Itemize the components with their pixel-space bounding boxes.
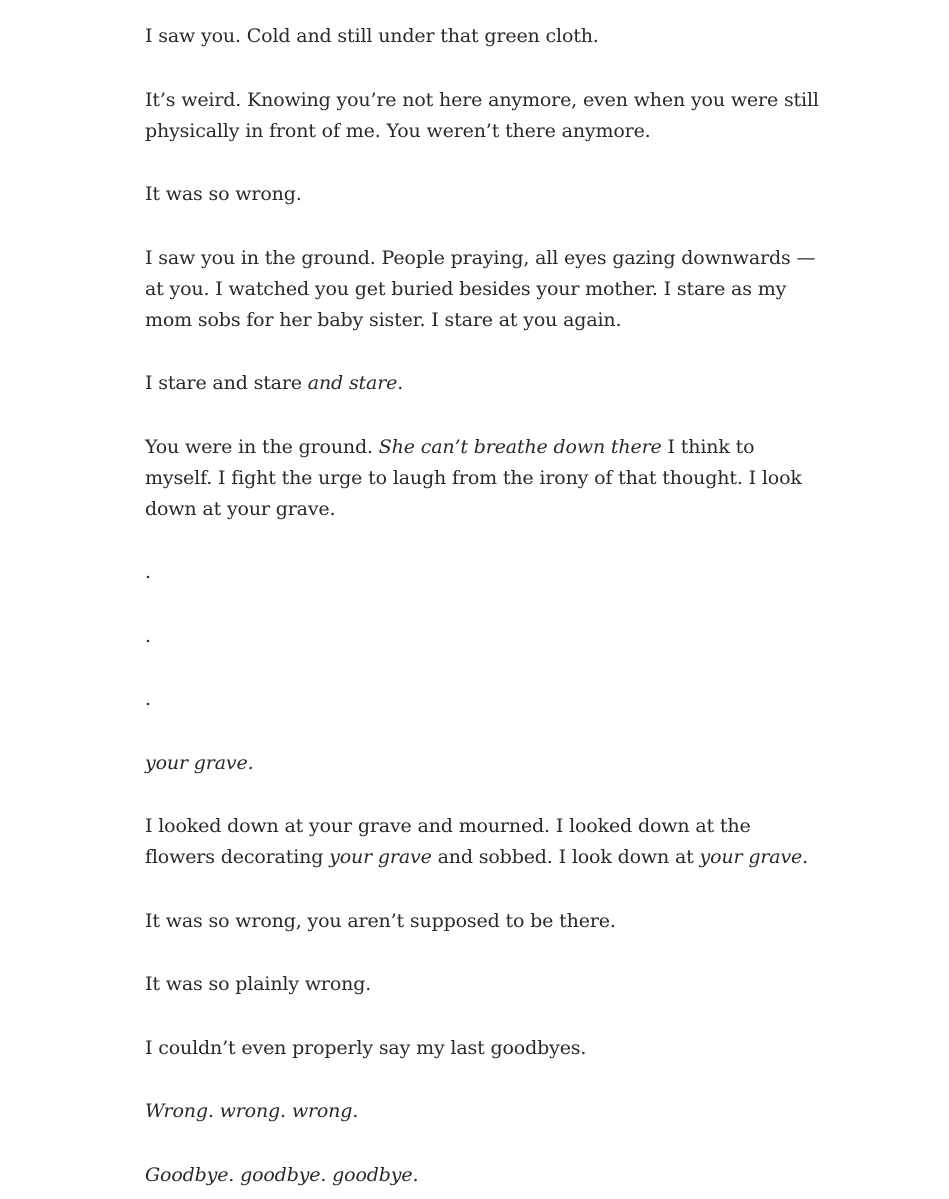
article-body xyxy=(145,21,820,1191)
dot-text: . xyxy=(145,688,151,710)
paragraph-12 xyxy=(145,906,820,937)
paragraph-text: You were in the ground. xyxy=(145,435,379,458)
paragraph-text: I think to myself. I fight the urge to laugh from the irony of that thought. I look down at your grave. xyxy=(145,435,802,520)
paragraph-text: . xyxy=(397,372,404,394)
paragraph-text: I couldn’t even properly say my last goodbyes. xyxy=(145,1036,587,1059)
ellipsis-dot-2 xyxy=(145,621,820,652)
paragraph-text: It was so wrong, you aren’t supposed to be there. xyxy=(145,909,616,932)
paragraph-11 xyxy=(145,811,820,873)
paragraph-your-grave xyxy=(145,748,820,779)
italic-phrase: Goodbye. goodbye. goodbye. xyxy=(145,1163,419,1186)
paragraph-6 xyxy=(145,432,820,525)
ellipsis-dot-3 xyxy=(145,684,820,715)
italic-phrase: and stare xyxy=(307,372,398,394)
italic-phrase: your grave. xyxy=(699,846,809,868)
paragraph-text: I stare and stare xyxy=(145,372,308,394)
italic-phrase: your grave xyxy=(329,846,432,868)
italic-phrase: She can’t breathe down there xyxy=(378,435,662,458)
paragraph-2 xyxy=(145,85,820,147)
paragraph-text: It was so wrong. xyxy=(145,183,302,205)
paragraph-text: and sobbed. I look down at xyxy=(431,846,700,868)
paragraph-1 xyxy=(145,21,820,52)
dot-text: . xyxy=(145,624,151,647)
paragraph-text: It’s weird. Knowing you’re not here anymore, even when you were still physically in front of me. You weren’t there anymore. xyxy=(145,88,819,142)
paragraph-14 xyxy=(145,1033,820,1064)
dot-text: . xyxy=(145,561,151,583)
paragraph-text: I saw you in the ground. People praying, all eyes gazing downwards — at you. I watched you get buried besides your mother. I stare as my mom sobs for her baby sister. I stare at you again. xyxy=(145,246,816,331)
paragraph-text: I looked down at your grave and mourned. I looked down at the flowers decorating xyxy=(145,815,751,868)
paragraph-4 xyxy=(145,243,820,336)
paragraph-text: It was so plainly wrong. xyxy=(145,973,372,995)
italic-phrase: your grave. xyxy=(145,751,254,774)
ellipsis-dot-1 xyxy=(145,557,820,588)
paragraph-wrong xyxy=(145,1096,820,1127)
paragraph-goodbye xyxy=(145,1160,820,1191)
italic-phrase: Wrong. wrong. wrong. xyxy=(145,1100,359,1122)
paragraph-text: I saw you. Cold and still under that green cloth. xyxy=(145,25,599,47)
paragraph-13 xyxy=(145,969,820,1000)
paragraph-3 xyxy=(145,179,820,210)
paragraph-5 xyxy=(145,368,820,399)
